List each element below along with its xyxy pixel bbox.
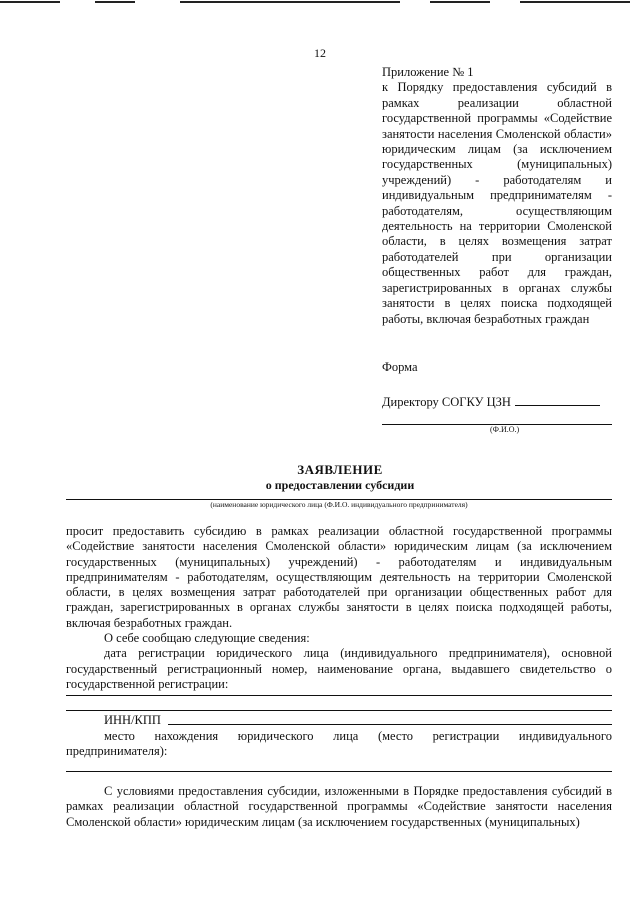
location-line xyxy=(66,771,612,772)
director-line xyxy=(382,393,600,410)
registration-line-2 xyxy=(66,710,612,711)
request-paragraph xyxy=(66,524,612,692)
form-label: Форма xyxy=(382,360,418,374)
scan-artifact xyxy=(0,1,60,3)
appendix-block xyxy=(382,65,612,327)
scan-artifact xyxy=(95,1,135,3)
scan-artifact xyxy=(180,1,400,3)
document-subtitle: о предоставлении субсидии xyxy=(265,478,415,492)
conditions-text: С условиями предоставления субсидии, изложенными в Порядке предоставления субсидий в рамках реализации областной государственной программы «Содействие занятости населения Смоленской области» юридическим лицам (за исключением государственных (муниципальных) xyxy=(66,784,612,829)
page-number: 12 xyxy=(314,46,326,60)
registration-text: дата регистрации юридического лица (индивидуального предпринимателя), основной государственный регистрационный номер, наименование органа, выдавшего свидетельство о государственной регистрации: xyxy=(66,646,612,691)
fio-caption: (Ф.И.О.) xyxy=(490,425,520,434)
applicant-name-caption: (наименование юридического лица (Ф.И.О. индивидуального предпринимателя) xyxy=(210,500,468,509)
document-title: ЗАЯВЛЕНИЕ xyxy=(297,462,383,477)
appendix-text: к Порядку предоставления субсидий в рамках реализации областной государственной программы «Содействие занятости населения Смоленской области» юридическим лицам (за исключением государственных (муниципальных) учреждений) - работодателям и индивидуальным предпринимателям - работодателям, осуществляющим деятельность на территории Смоленской области, в целях возмещения затрат работодателей при организации общественных работ для граждан, зарегистрированных в органах службы занятости в целях поиска подходящей работы, включая безработных граждан xyxy=(382,80,612,326)
location-paragraph xyxy=(66,729,612,760)
location-text: место нахождения юридического лица (место регистрации индивидуального предпринимателя): xyxy=(66,729,612,759)
inn-line xyxy=(168,724,612,725)
director-name-blank xyxy=(515,393,600,406)
appendix-title: Приложение № 1 xyxy=(382,65,474,79)
inn-label: ИНН/КПП xyxy=(104,713,161,727)
request-text: просит предоставить субсидию в рамках реализации областной государственной программы «Содействие занятости населения Смоленской области» юридическим лицам (за исключением государственных (муниципальных) учреждений) - работодателям и индивидуальным предпринимателям - работодателям, осуществляющим деятельность на территории Смоленской области, в целях возмещения затрат работодателей при организации общественных работ для граждан, зарегистрированных в органах службы занятости в целях поиска подходящей работы, включая безработных граждан. xyxy=(66,524,612,630)
about-intro: О себе сообщаю следующие сведения: xyxy=(104,631,310,646)
registration-line-1 xyxy=(66,695,612,696)
conditions-paragraph xyxy=(66,784,612,830)
scan-artifact xyxy=(430,1,490,3)
director-label: Директору СОГКУ ЦЗН xyxy=(382,395,511,409)
scan-artifact xyxy=(520,1,630,3)
